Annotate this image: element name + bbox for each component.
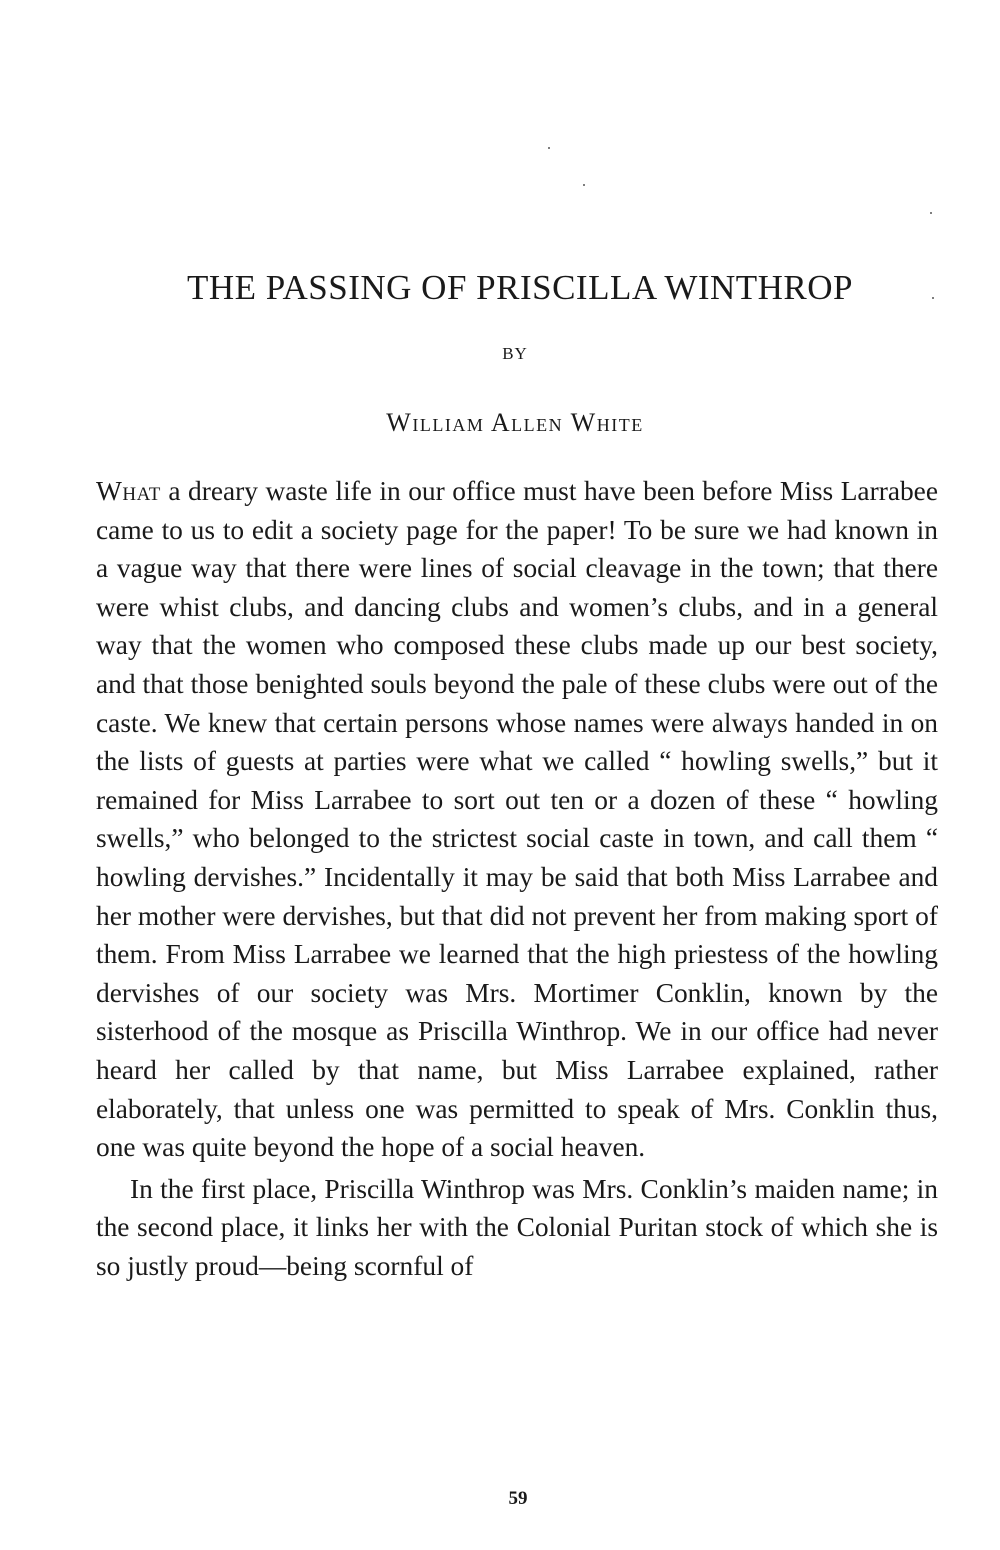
story-title: THE PASSING OF PRISCILLA WINTHROP: [186, 268, 854, 307]
byline: BY: [502, 344, 528, 363]
paragraph-lead-word: What: [96, 476, 161, 506]
print-speck: [583, 184, 585, 186]
paragraph-2: In the first place, Priscilla Winthrop was Mrs. Conklin’s maiden name; in the second place, it links her with the Colonial Puritan stock of which she is so justly proud—being scornful of: [96, 1173, 938, 1281]
body-text: [96, 472, 938, 1285]
print-speck: [548, 147, 550, 149]
author-name: William Allen White: [386, 408, 644, 437]
page-number: 59: [508, 1488, 528, 1509]
paragraph-1: [96, 472, 938, 1167]
print-speck: [930, 212, 932, 214]
paragraph-1-text: a dreary waste life in our office must have been before Miss Larrabee came to us to edit a society page for the paper! To be sure we had known in a vague way that there were lines of social cleavage in the town; that there were whist clubs, and dancing clubs and women’s clubs, and in a general way that the women who composed these clubs made up our best society, and that those benighted souls beyond the pale of these clubs were out of the caste. We knew that certain persons whose names were always handed in on the lists of guests at parties were what we called “ howling swells,” but it remained for Miss Larrabee to sort out ten or a dozen of these “ howling swells,” who belonged to the strictest social caste in town, and call them “ howling dervishes.” Incidentally it may be said that both Miss Larrabee and her mother were dervishes, but that did not prevent her from making sport of them. From Miss Larrabee we learned that the high priestess of the howling dervishes of our society was Mrs. Mortimer Conklin, known by the sisterhood of the mosque as Priscilla Winthrop. We in our office had never heard her called by that name, but Miss Larrabee explained, rather elaborately, that unless one was permitted to speak of Mrs. Conklin thus, one was quite beyond the hope of a social heaven.: [96, 476, 938, 1163]
